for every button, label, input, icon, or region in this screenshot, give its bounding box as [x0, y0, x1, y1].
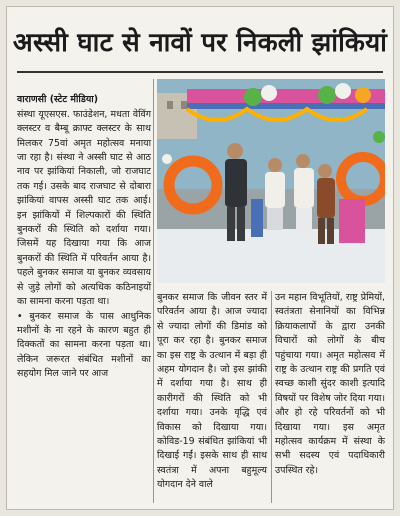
ghat-building — [181, 101, 187, 109]
balloon-white — [162, 154, 172, 164]
balloon-green — [244, 88, 262, 106]
headline — [12, 11, 388, 73]
news-photo — [157, 79, 385, 283]
balloon-orange — [355, 87, 371, 103]
fabric-drape — [339, 199, 365, 243]
balloon-green — [373, 131, 385, 143]
middle-column-body: बुनकर समाज कि जीवन स्तर में परिवर्तन आया है। आज ज्यादा से ज्यादा लोगों की डिमांड को पूरा कर रहा है। बुनकर समाज का इस राष्ट्र के उत्थान में बड़ा ही अहम योगदान है। जो इस झांकी में दर्शाया गया है। साथ ही कारीगरों की स्थिति को भी दर्शाया गया। उनके वृद्धि एवं विकास को दिखाया गया। कोविड-19 संबंधित झांकियां भी दिखाई गईं। इसके साथ ही साथ स्वतंत्रा में अपना बहुमूल्य योगदान देने वाले — [157, 292, 267, 491]
ghat-building — [167, 101, 173, 109]
photo-illustration — [157, 79, 385, 283]
left-column-body: संस्था यूएसएस. फाउंडेशन, मधता वेविंग क्लस्टर व बैम्बू क्राफ्ट क्लस्टर के साथ मिलकर 75वां अमृत महोत्सव मनाया जा रहा है। संस्था ने अस्सी घाट से आठ नाव पर झांकियां निकाली, जो राजघाट तक गई। उसके बाद राजघाट से दोबारा झांकियां वापस अस्सी घाट तक आई। इन झांकियों में शिल्पकारों की स्थिति बुनकरों की स्थिति को दर्शाया गया। जिसमें यह दिखाया गया कि आज बुनकरों की स्थिति में परिवर्तन आया है। पहले बुनकर समाज या बुनकर व्यवसाय से जुड़े लोगों को अत्यधिक कठिनाइयों का सामना करना पड़ता था। • बुनकर समाज के पास आधुनिक मशीनों के ना रहने के कारण बहुत ही दिक्कतों का सामना करना पड़ता था। लेकिन जरूरत संबंधित मशीनों का सहयोग मिल जाने पर आज — [17, 108, 151, 380]
column-divider — [153, 79, 154, 503]
left-text-column — [17, 79, 151, 382]
right-column-body: उन महान विभूतियों, राष्ट्र प्रेमियों, स्वतंत्रता सेनानियों का विभिन्न क्रियाकलापों के द्वारा उनकी विचारों को लोगों के बीच पहुंचाया गया। अमृत महोत्सव में राष्ट्र के उत्थान राष्ट्र की प्रगति एवं स्वच्छ काशी सुंदर काशी इत्यादि विषयों पर विशेष जोर दिया गया। और हो रहे परिवर्तनों को भी दिखाया गया। इस अमृत महोत्सव कार्यक्रम में संस्था के सभी सदस्य एवं पदाधिकारी उपस्थित रहे। — [275, 292, 385, 476]
right-text-column — [275, 291, 385, 478]
boat-canopy-stripe — [187, 103, 385, 109]
balloon-white — [335, 83, 351, 99]
fabric-drape — [251, 199, 263, 237]
column-divider — [271, 291, 272, 503]
newspaper-clipping — [6, 6, 394, 510]
balloon-green — [318, 86, 336, 104]
middle-text-column — [157, 291, 267, 493]
headline-text: अस्सी घाट से नावों पर निकली झांकियां — [12, 28, 388, 58]
balloon-white — [261, 85, 277, 101]
dateline: वाराणसी (स्टेट मीडिया) — [17, 94, 98, 106]
